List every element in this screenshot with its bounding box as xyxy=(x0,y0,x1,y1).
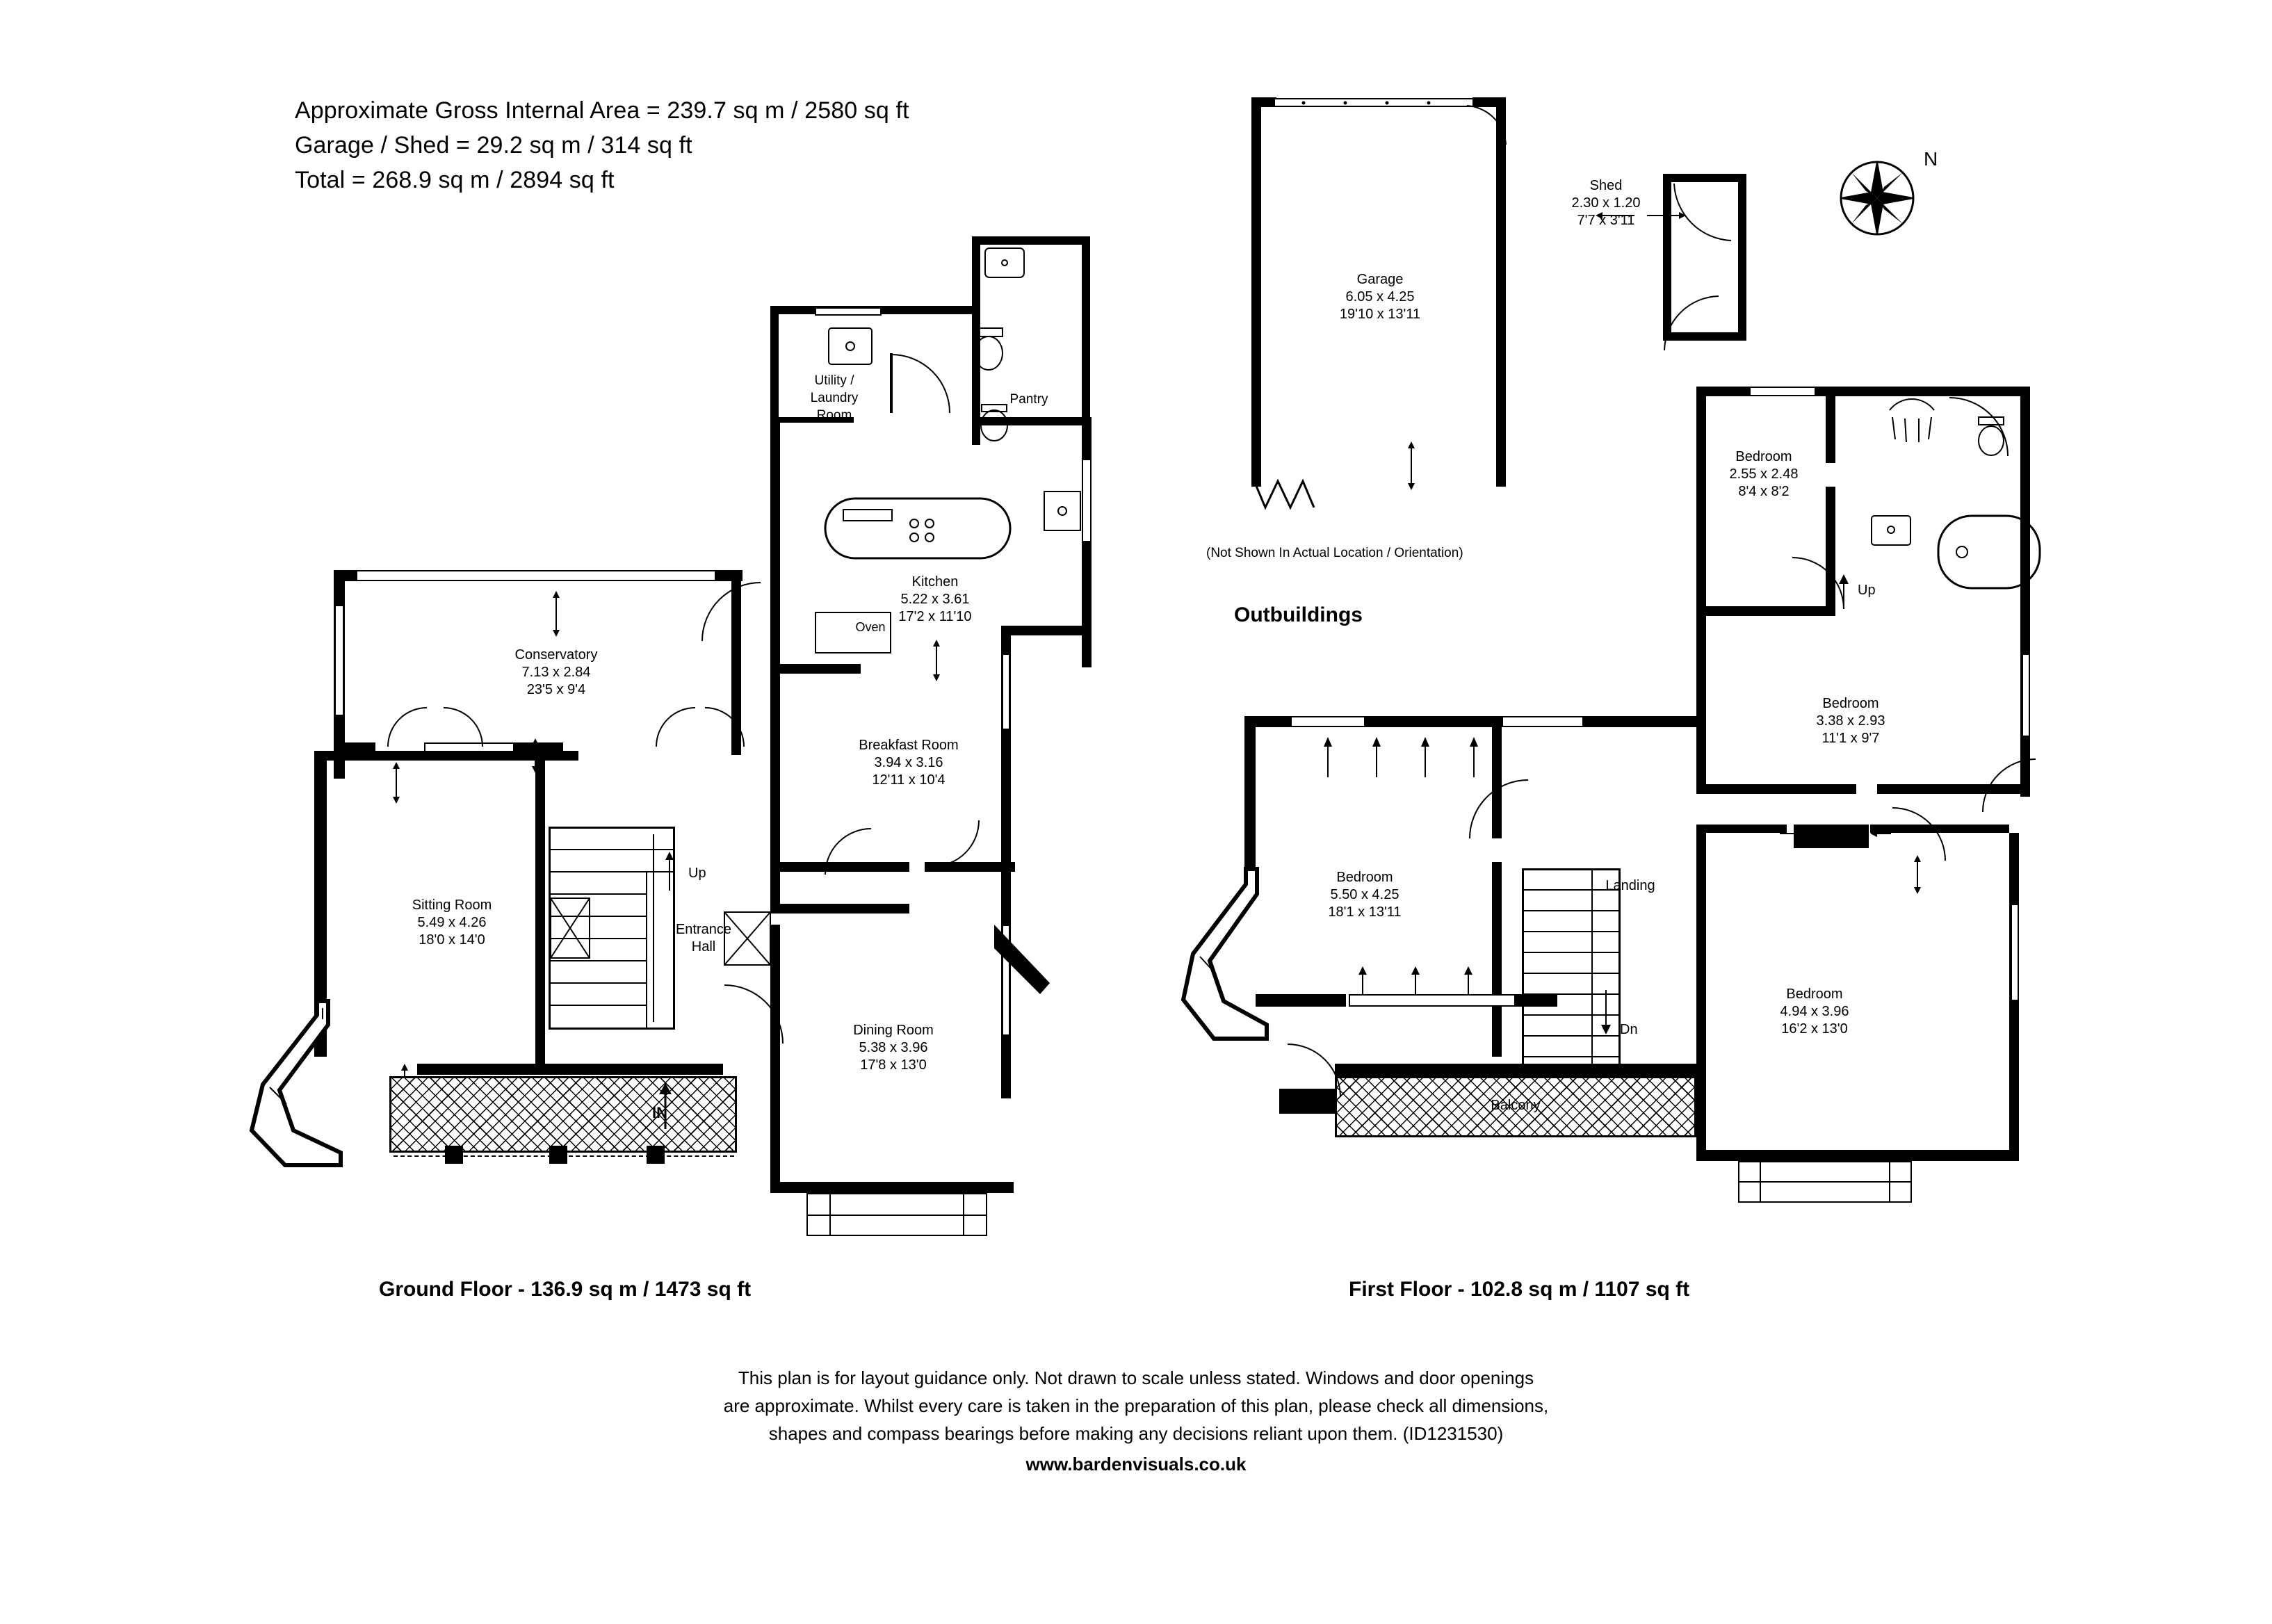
room-shed xyxy=(1572,177,1641,229)
ff-window-bed2-right xyxy=(2022,653,2030,737)
room-breakfast-imperial: 12'11 x 10'4 xyxy=(872,772,946,788)
room-bed1 xyxy=(1730,448,1799,501)
gf-bay-window-dining-detail xyxy=(808,1194,986,1235)
garage-wall-left xyxy=(1251,97,1261,487)
gf-porch-pier-3 xyxy=(647,1146,665,1164)
footer-line-3: shapes and compass bearings before making any decisions reliant upon them. (ID1231530) xyxy=(768,1423,1504,1444)
gf-wall-sitting-bottom xyxy=(417,1064,723,1075)
entrance-in-label: IN xyxy=(652,1104,667,1121)
gf-window-conservatory-top xyxy=(356,570,717,581)
ff-wall-bed1-right2 xyxy=(1826,387,1835,463)
wc-toilet-icon xyxy=(966,327,1011,373)
room-pantry xyxy=(1010,391,1048,408)
gf-porch-pier-1 xyxy=(445,1146,463,1164)
garage-wall-top-left xyxy=(1251,97,1276,107)
room-bed2 xyxy=(1817,695,1885,747)
room-landing-name: Landing xyxy=(1605,878,1655,893)
gf-window-east xyxy=(1002,653,1010,730)
ff-balcony-top-edge xyxy=(1335,1064,1696,1078)
ff-wall-bed2-bottom xyxy=(1696,784,1856,794)
room-balcony xyxy=(1491,1097,1540,1114)
garage-wall-right xyxy=(1496,97,1506,487)
ff-wall-left-top xyxy=(1696,387,1706,616)
wardrobe-arrow-right xyxy=(1870,827,1891,840)
ff-dn-label: Dn xyxy=(1620,1022,1638,1037)
room-bed4-metric: 4.94 x 3.96 xyxy=(1780,1004,1849,1019)
room-dining-metric: 5.38 x 3.96 xyxy=(859,1040,928,1055)
ff-staircase-treads xyxy=(1523,869,1620,1071)
garage-door-swing-icon xyxy=(1466,104,1514,153)
gf-wall-east-2 xyxy=(1001,626,1092,635)
gf-wall-wc-top xyxy=(972,236,1090,245)
garage-dimension-arrow xyxy=(1404,441,1418,490)
room-bed3-metric: 5.50 x 4.25 xyxy=(1330,887,1399,902)
room-garage-name: Garage xyxy=(1356,272,1404,287)
gf-window-kitchen-right xyxy=(1082,459,1092,542)
room-dining-name: Dining Room xyxy=(853,1023,934,1038)
room-conservatory-imperial: 23'5 x 9'4 xyxy=(526,682,586,697)
room-balcony-name: Balcony xyxy=(1491,1098,1541,1113)
gf-angled-wall xyxy=(994,925,1057,1001)
room-bed3-imperial: 18'1 x 13'11 xyxy=(1328,904,1402,920)
gf-wall-dining-bottom xyxy=(770,1182,1014,1193)
room-bed2-imperial: 11'1 x 9'7 xyxy=(1821,731,1880,746)
room-bed4 xyxy=(1780,986,1849,1038)
shed-wall-right xyxy=(1738,174,1746,341)
ground-floor-label: Ground Floor - 136.9 sq m / 1473 sq ft xyxy=(379,1278,752,1301)
room-bed4-imperial: 16'2 x 13'0 xyxy=(1781,1021,1848,1037)
garage-window-mullions xyxy=(1276,99,1473,106)
wc-door-swing-icon xyxy=(890,353,952,416)
ff-wall-bed3-top2 xyxy=(1364,716,1503,727)
room-breakfast xyxy=(859,737,958,789)
ff-wall-bed4-left xyxy=(1696,833,1706,1160)
footer-website: www.bardenvisuals.co.uk xyxy=(1025,1454,1247,1475)
wc-sink-icon xyxy=(984,247,1025,279)
room-conservatory-name: Conservatory xyxy=(514,647,598,663)
conservatory-dim-arrow-2 xyxy=(389,762,403,804)
room-bed3-name: Bedroom xyxy=(1336,870,1393,885)
ff-wall-top-2 xyxy=(1815,387,2030,396)
compass-rose-icon xyxy=(1828,149,1926,247)
room-sitting-name: Sitting Room xyxy=(412,898,492,913)
cloakroom-toilet-icon xyxy=(973,403,1015,442)
room-pantry-name: Pantry xyxy=(1009,392,1048,407)
gf-wall-sitting-right xyxy=(535,751,545,1071)
room-bed1-name: Bedroom xyxy=(1735,449,1792,464)
gf-wall-dining-left xyxy=(770,1071,780,1193)
ff-up-label: Up xyxy=(1858,583,1876,598)
wardrobe-arrow-left xyxy=(1780,827,1801,840)
ff-window-bed3-top xyxy=(1290,716,1367,727)
bed2-door-swing-icon xyxy=(1981,758,2037,813)
room-dining xyxy=(853,1022,934,1074)
compass-north-label: N xyxy=(1924,148,1938,170)
room-utility-line2: Laundry xyxy=(810,391,859,405)
room-garage-imperial: 19'10 x 13'11 xyxy=(1339,307,1421,322)
room-entrance-line1: Entrance xyxy=(675,922,732,937)
area-summary-line-3: Total = 268.9 sq m / 2894 sq ft xyxy=(295,167,615,193)
conservatory-door-swing-icon xyxy=(701,581,763,644)
room-bed2-name: Bedroom xyxy=(1822,696,1879,711)
room-utility xyxy=(811,372,859,424)
gf-porch-pier-2 xyxy=(549,1146,567,1164)
area-summary-line-1: Approximate Gross Internal Area = 239.7 sq m / 2580 sq ft xyxy=(295,97,909,124)
outbuildings-title: Outbuildings xyxy=(1234,603,1363,626)
ff-up-arrow xyxy=(1835,574,1852,609)
room-garage-metric: 6.05 x 4.25 xyxy=(1345,289,1415,304)
room-kitchen xyxy=(898,574,971,626)
ff-wall-landing-right xyxy=(1696,825,1787,833)
gf-wall-conservatory-top-r xyxy=(715,570,743,581)
room-sitting xyxy=(412,897,492,949)
hall-door-swing-icon xyxy=(723,984,786,1046)
room-kitchen-metric: 5.22 x 3.61 xyxy=(900,592,970,607)
gf-wall-utility-top-r xyxy=(882,306,972,314)
room-utility-line1: Utility / xyxy=(814,373,854,388)
shower-icon xyxy=(1885,403,1941,452)
gf-wall-hall-top xyxy=(770,862,780,904)
breakfast-door-swing-icon-2 xyxy=(932,820,994,869)
bathtub-icon xyxy=(1937,514,2041,591)
room-conservatory xyxy=(515,647,598,699)
gf-wall-breakfast-leftv xyxy=(770,664,780,872)
room-bed3 xyxy=(1328,869,1401,921)
conservatory-dim-arrow xyxy=(549,591,563,637)
bed3-door-swing-icon xyxy=(1467,779,1529,841)
room-oven-label xyxy=(855,619,885,636)
gf-wall-kitchen-left xyxy=(770,417,780,674)
room-bed1-metric: 2.55 x 2.48 xyxy=(1729,466,1799,482)
room-utility-line3: Room xyxy=(816,408,852,423)
ff-wall-bed3-right-lower xyxy=(1492,862,1502,1057)
room-shed-imperial: 7'7 x 3'11 xyxy=(1577,213,1635,228)
ff-wardrobe-block xyxy=(1794,825,1869,848)
gf-window-utility xyxy=(815,307,882,316)
ff-wall-bed3-bottom2 xyxy=(1516,994,1557,1007)
ff-window-top xyxy=(1749,387,1816,396)
room-shed-name: Shed xyxy=(1589,178,1623,193)
gf-stairs-up-label: Up xyxy=(688,866,706,881)
room-breakfast-metric: 3.94 x 3.16 xyxy=(874,755,943,770)
gf-cupboard-icon xyxy=(549,897,591,959)
room-breakfast-name: Breakfast Room xyxy=(859,738,959,753)
gf-window-conservatory-left xyxy=(334,605,344,716)
conservatory-inner-door-icon xyxy=(655,708,745,749)
outbuildings-note: (Not Shown In Actual Location / Orientation) xyxy=(1206,546,1463,560)
room-entrance-line2: Hall xyxy=(691,939,716,955)
footer-line-1: This plan is for layout guidance only. Not drawn to scale unless stated. Windows and door openings xyxy=(738,1367,1534,1388)
gf-porch-dashed-edge xyxy=(393,1155,734,1158)
toilet-icon xyxy=(1972,416,2011,457)
ff-window-bed4-right xyxy=(2011,904,2019,1001)
room-bed1-imperial: 8'4 x 8'2 xyxy=(1738,484,1790,499)
gf-wall-east-1 xyxy=(1082,542,1092,626)
room-entrance-hall xyxy=(676,921,731,956)
balcony-door-swing-icon xyxy=(1286,1043,1349,1098)
basin-icon xyxy=(1870,514,1912,546)
ff-window-bed3-top2 xyxy=(1502,716,1585,727)
room-conservatory-metric: 7.13 x 2.84 xyxy=(521,665,591,680)
gf-porch-outline xyxy=(389,1076,737,1153)
ff-wall-bed2-left xyxy=(1696,616,1706,790)
utility-sink-icon xyxy=(827,327,873,366)
bed3-low-dim-arrows xyxy=(1356,965,1516,1000)
gf-wall-hall-mid xyxy=(770,904,909,914)
room-sitting-imperial: 18'0 x 14'0 xyxy=(419,932,485,948)
ff-dn-arrow xyxy=(1599,987,1613,1036)
oven-label: Oven xyxy=(855,620,886,634)
first-floor-label: First Floor - 102.8 sq m / 1107 sq ft xyxy=(1349,1278,1690,1301)
breakfast-door-swing-icon xyxy=(824,827,873,876)
area-summary-line-2: Garage / Shed = 29.2 sq m / 314 sq ft xyxy=(295,132,692,159)
room-sitting-metric: 5.49 x 4.26 xyxy=(417,915,487,930)
garage-door-opening-icon xyxy=(1251,480,1328,511)
room-kitchen-name: Kitchen xyxy=(911,574,959,590)
landing-door-swing-icon xyxy=(1891,806,1954,862)
shed-door-swing-icon-2 xyxy=(1660,292,1723,355)
room-kitchen-imperial: 17'2 x 11'10 xyxy=(898,609,972,624)
gf-stairs-up-arrow xyxy=(663,852,676,893)
ff-wall-bed4-bottom xyxy=(1696,1150,2019,1161)
room-shed-metric: 2.30 x 1.20 xyxy=(1571,195,1641,211)
conservatory-french-doors-icon xyxy=(387,708,484,749)
kitchen-island-icon xyxy=(824,497,1012,560)
ff-bay-window-detail xyxy=(1739,1162,1910,1201)
kitchen-dimension-arrow xyxy=(930,640,943,681)
kitchen-sink-icon xyxy=(1043,490,1082,532)
ff-wall-bed3-top3 xyxy=(1582,716,1701,727)
room-bed2-metric: 3.38 x 2.93 xyxy=(1816,713,1885,729)
footer-line-2: are approximate. Whilst every care is taken in the preparation of this plan, please check all dimensions, xyxy=(723,1395,1549,1416)
room-dining-imperial: 17'8 x 13'0 xyxy=(860,1057,927,1073)
gf-wall-breakfast-left xyxy=(770,664,861,674)
bed4-dim-arrow xyxy=(1910,855,1924,894)
room-bed4-name: Bedroom xyxy=(1786,986,1843,1002)
room-garage xyxy=(1340,271,1420,323)
ff-wall-bed3-bottom xyxy=(1256,994,1346,1007)
